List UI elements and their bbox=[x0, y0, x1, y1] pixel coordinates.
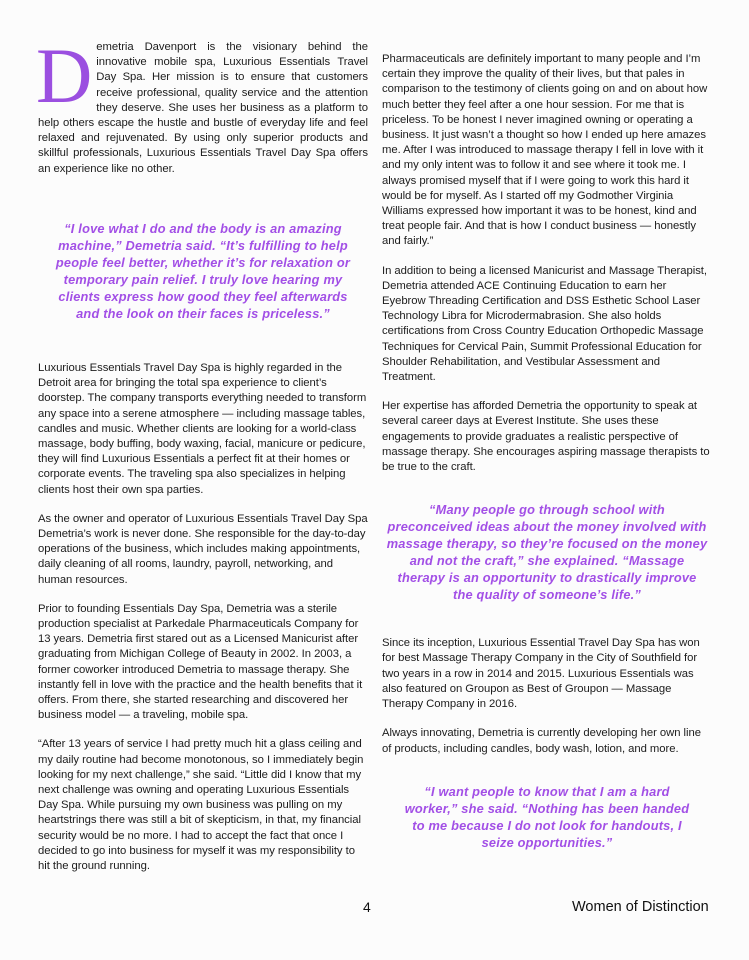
pull-quote-2: “Many people go through school with preconceived ideas about the money involved with massage therapy, so they’re focused on the money and not the craft,” she explained. “Massage therapy is an opportunity to drastically improve the quality of someone’s life.” bbox=[386, 502, 708, 603]
pull-quote-3: “I want people to know that I am a hard worker,” she said. “Nothing has been handed to me because I do not look for handouts, I seize opportunities.” bbox=[404, 783, 690, 850]
paragraph-glass-ceiling: “After 13 years of service I had pretty much hit a glass ceiling and my daily routine had become monotonous, so I immediately begin looking for my next challenge,” she said. “Little did I know that my next challenge was owning and operating Luxurious Essentials Day Spa. While pursuing my own business was pulling on my heartstrings there was still a bit of skepticism, in that, my financial security would be no more. I had to accept the fact that once I decided to go into business for myself it was my responsibility to hit the ground running. bbox=[38, 738, 364, 873]
left-column bbox=[36, 32, 368, 874]
drop-cap: D bbox=[36, 32, 93, 119]
paragraph-innovating: Always innovating, Demetria is currently developing her own line of products, including candles, body wash, lotion, and more. bbox=[382, 727, 701, 755]
publication-title: Women of Distinction bbox=[572, 899, 709, 915]
pull-quote-1: “I love what I do and the body is an amazing machine,” Demetria said. “It’s fulfilling to help people feel better, whether it’s for relaxation or temporary pain relief. I truly love hearing my clients express how good they feel afterwards and the look on their faces is priceless.” bbox=[55, 221, 351, 321]
right-column bbox=[382, 52, 712, 851]
page-number: 4 bbox=[363, 899, 371, 915]
paragraph-pharmaceuticals: Pharmaceuticals are definitely important to many people and I’m certain they improve the quality of their lives, but that pales in comparison to the testimony of clients going on and on about how much better they feel after a one hour session. For me that is priceless. To be honest I never imagined owning or operating a business. It just wasn’t a thought so how I ended up here amazes me. After I was introduced to massage therapy I fell in love with it and my only intent was to follow it and see where it took me. I always promised myself that if I were going to work this hard it would be for myself. As I started off my Godmother Virginia Williams expressed how important it was to be honest, kind and treat people fair. And that is how I conduct business — honestly and fairly.” bbox=[382, 53, 708, 248]
paragraph-owner-operator: As the owner and operator of Luxurious Essentials Travel Day Spa Demetria’s work is never done. She responsible for the day-to-day operations of the business, which includes making appointments, daily cleaning of all rooms, laundry, payroll, networking, and human resources. bbox=[38, 512, 368, 586]
paragraph-certifications: In addition to being a licensed Manicurist and Massage Therapist, Demetria attended ACE Continuing Education to earn her Eyebrow Threading Certification and DSS Esthetic School Laser Technology Libra for Microdermabrasion. She also holds certifications from Cross Country Education Orthopedic Massage Techniques for Cervical Pain, Summit Professional Education for Shoulder Rehabilitation, and Vestibular Assessment and Treatment. bbox=[382, 264, 707, 384]
intro-paragraph bbox=[36, 32, 368, 190]
paragraph-awards: Since its inception, Luxurious Essential Travel Day Spa has won for best Massage Therapy Company in the City of Southfield for two years in a row in 2014 and 2015. Luxurious Essentials was also featured on Groupon as Best of Groupon — Massage Therapy Company in 2016. bbox=[382, 637, 700, 711]
paragraph-background: Prior to founding Essentials Day Spa, Demetria was a sterile production specialist at Parkedale Pharmaceuticals Company for 13 years. Demetria first stared out as a Licensed Manicurist after graduating from Michigan College of Beauty in 2002. In 2003, a former coworker introduced Demetria to massage therapy. She instantly fell in love with the practice and the health benefits that it offers. From there, she started researching and discovered her business model — a traveling, mobile spa. bbox=[38, 602, 363, 722]
paragraph-reputation: Luxurious Essentials Travel Day Spa is highly regarded in the Detroit area for bringing the total spa experience to client’s doorstep. The company transports everything needed to transform any space into a serene atmosphere — including massage tables, candles and music. Whether clients are looking for a world-class massage, body buffing, body waxing, facial, manicure or pedicure, they will find Luxurious Essentials a perfect fit at their homes or corporate events. The traveling spa also specializes in helping clients host their own spa parties. bbox=[38, 362, 367, 496]
paragraph-expertise: Her expertise has afforded Demetria the opportunity to speak at several career days at Everest Institute. She uses these engagements to provide graduates a realistic perspective of massage therapy. She encourages aspiring massage therapists to be true to the craft. bbox=[382, 400, 710, 474]
intro-text: emetria Davenport is the visionary behind the innovative mobile spa, Luxurious Essentials Travel Day Spa. Her mission is to ensure that customers receive professional, quality service and the attention they deserve. She uses her business as a platform to help others escape the hustle and bustle of everyday life and feel relaxed and rejuvenated. By using only superior products and skillful professionals, Luxurious Essentials Travel Day Spa offers an experience like no other. bbox=[38, 41, 368, 175]
